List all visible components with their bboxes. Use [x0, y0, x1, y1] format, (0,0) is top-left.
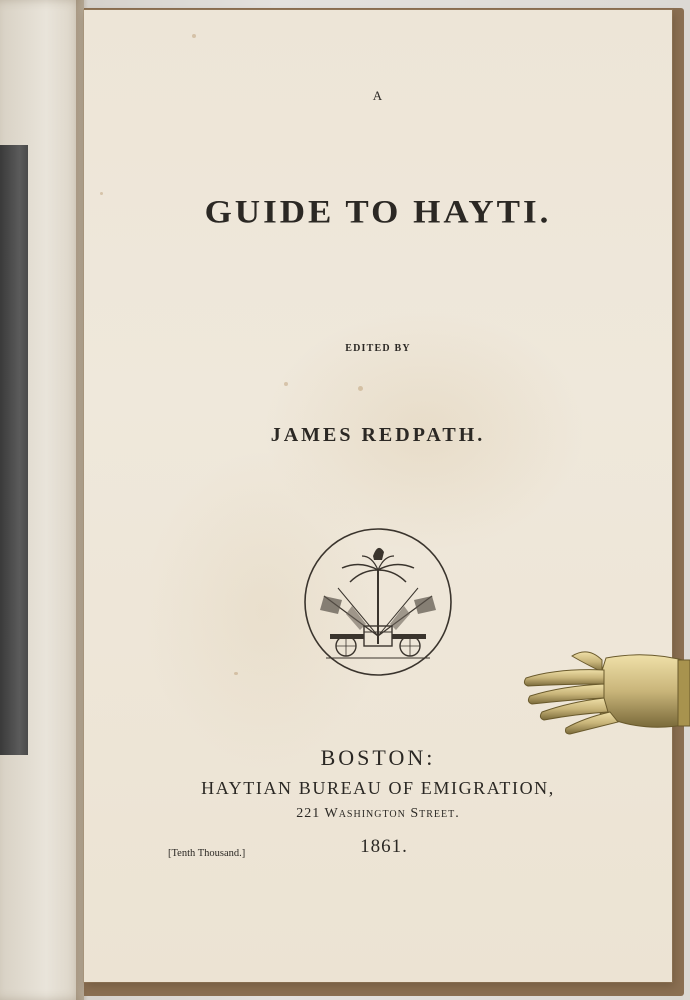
foxing-spot: [284, 382, 288, 386]
edition-note: [Tenth Thousand.]: [168, 848, 246, 859]
frontispiece-plate: [0, 145, 28, 755]
author-name: JAMES REDPATH.: [270, 424, 486, 446]
title-page: [84, 10, 672, 982]
brass-hand-icon: [518, 640, 690, 740]
edited-by-label: EDITED BY: [345, 343, 411, 354]
foxing-spot: [358, 386, 363, 391]
title-article: A: [372, 88, 384, 103]
publication-year: 1861.: [360, 836, 408, 857]
book-title: GUIDE TO HAYTI.: [204, 193, 552, 231]
haitian-coat-of-arms-icon: [302, 526, 454, 678]
publication-city: BOSTON:: [320, 745, 436, 770]
publisher-address: 221 Washington Street.: [296, 806, 460, 821]
foxing-spot: [192, 34, 196, 38]
publisher-name: HAYTIAN BUREAU OF EMIGRATION,: [201, 778, 555, 798]
foxing-spot: [234, 672, 238, 675]
facing-page: [0, 0, 84, 1000]
